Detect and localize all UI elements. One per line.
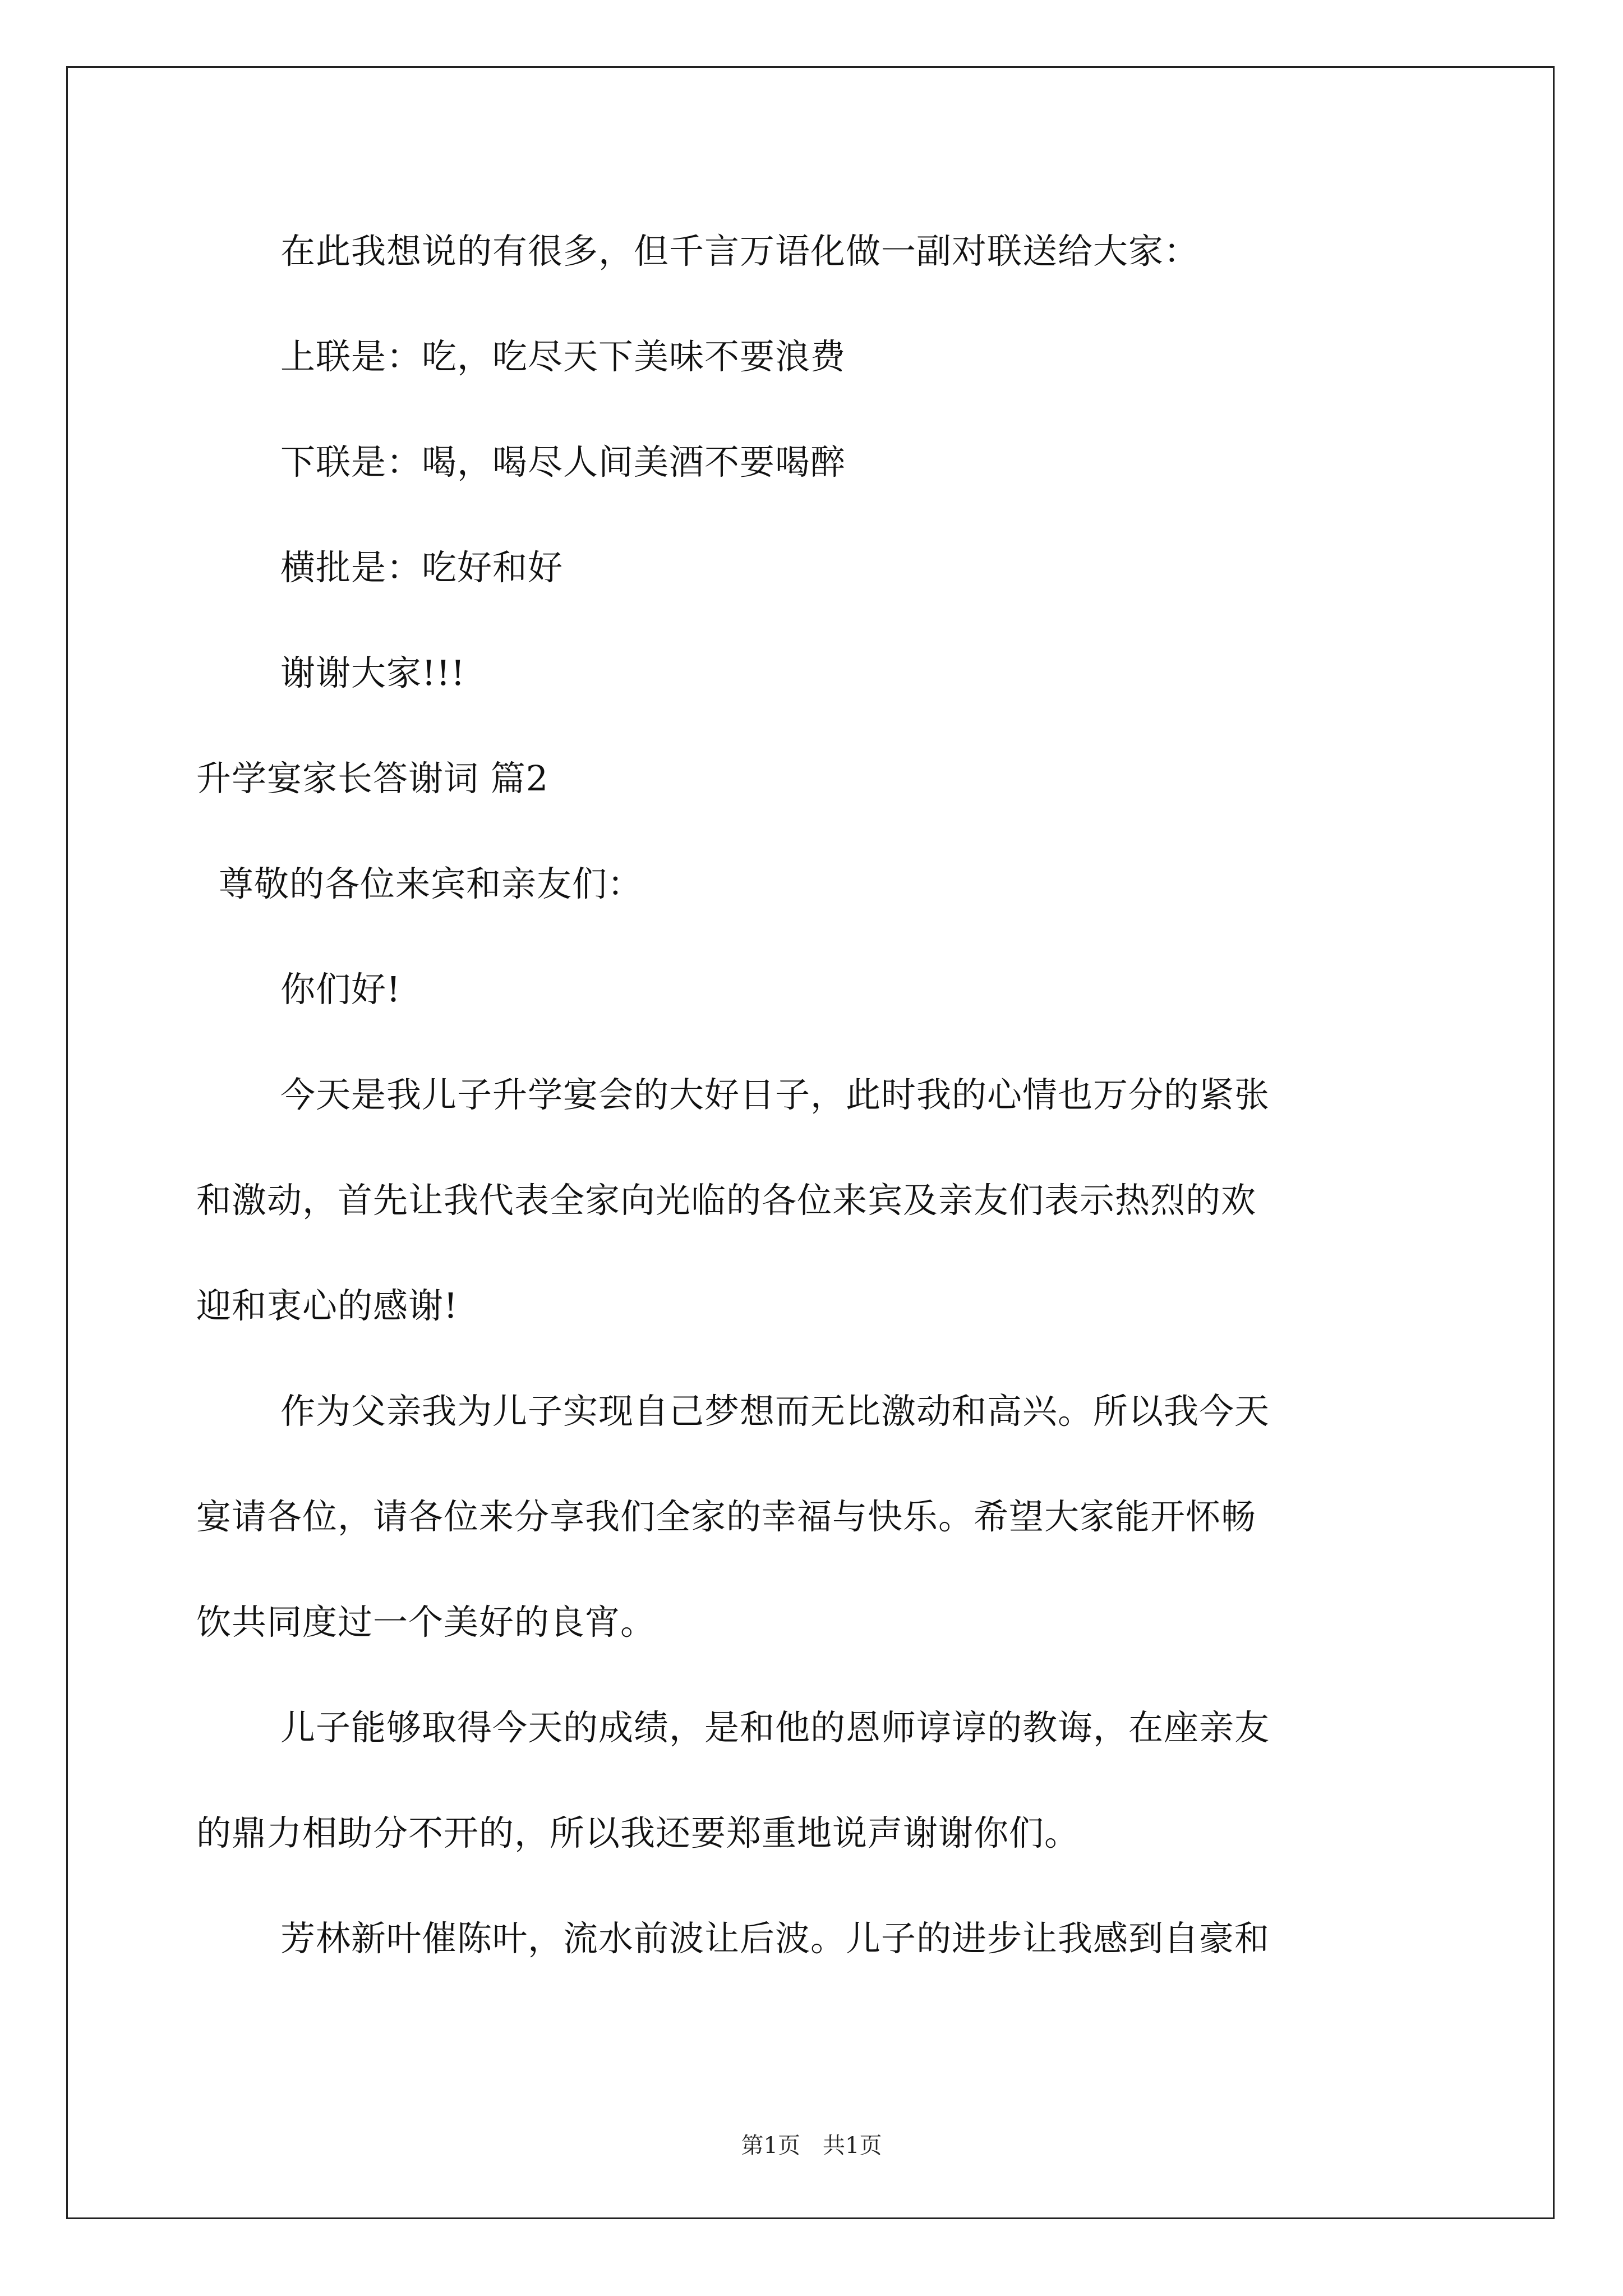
paragraph-upper-couplet: 上联是：吃，吃尽天下美味不要浪费 bbox=[280, 336, 846, 377]
paragraph-thanks: 谢谢大家!!! bbox=[280, 652, 465, 693]
paragraph-greeting: 你们好! bbox=[280, 969, 401, 1010]
page-footer: 第1页 共1页 bbox=[741, 2133, 882, 2159]
paragraph-salutation: 尊敬的各位来宾和亲友们： bbox=[219, 863, 643, 904]
paragraph-line: 的鼎力相助分不开的，所以我还要郑重地说声谢谢你们。 bbox=[196, 1812, 1080, 1853]
paragraph-line: 宴请各位，请各位来分享我们全家的幸福与快乐。希望大家能开怀畅 bbox=[196, 1496, 1257, 1537]
paragraph-line: 和激动，首先让我代表全家向光临的各位来宾及亲友们表示热烈的欢 bbox=[196, 1180, 1257, 1221]
paragraph-lower-couplet: 下联是：喝，喝尽人间美酒不要喝醉 bbox=[280, 441, 846, 482]
paragraph-horizontal-scroll: 横批是：吃好和好 bbox=[280, 547, 564, 588]
paragraph-line: 今天是我儿子升学宴会的大好日子，此时我的心情也万分的紧张 bbox=[280, 1074, 1270, 1115]
page-border bbox=[66, 66, 1555, 2219]
paragraph-intro: 在此我想说的有很多，但千言万语化做一副对联送给大家： bbox=[280, 231, 1200, 272]
paragraph-line: 作为父亲我为儿子实现自己梦想而无比激动和高兴。所以我今天 bbox=[280, 1391, 1270, 1432]
paragraph-line: 迎和衷心的感谢! bbox=[196, 1285, 458, 1326]
paragraph-line: 饮共同度过一个美好的良宵。 bbox=[196, 1602, 656, 1642]
paragraph-line: 儿子能够取得今天的成绩，是和他的恩师谆谆的教诲，在座亲友 bbox=[280, 1707, 1270, 1748]
section-heading: 升学宴家长答谢词 篇2 bbox=[196, 758, 549, 799]
paragraph-line: 芳林新叶催陈叶，流水前波让后波。儿子的进步让我感到自豪和 bbox=[280, 1918, 1270, 1959]
